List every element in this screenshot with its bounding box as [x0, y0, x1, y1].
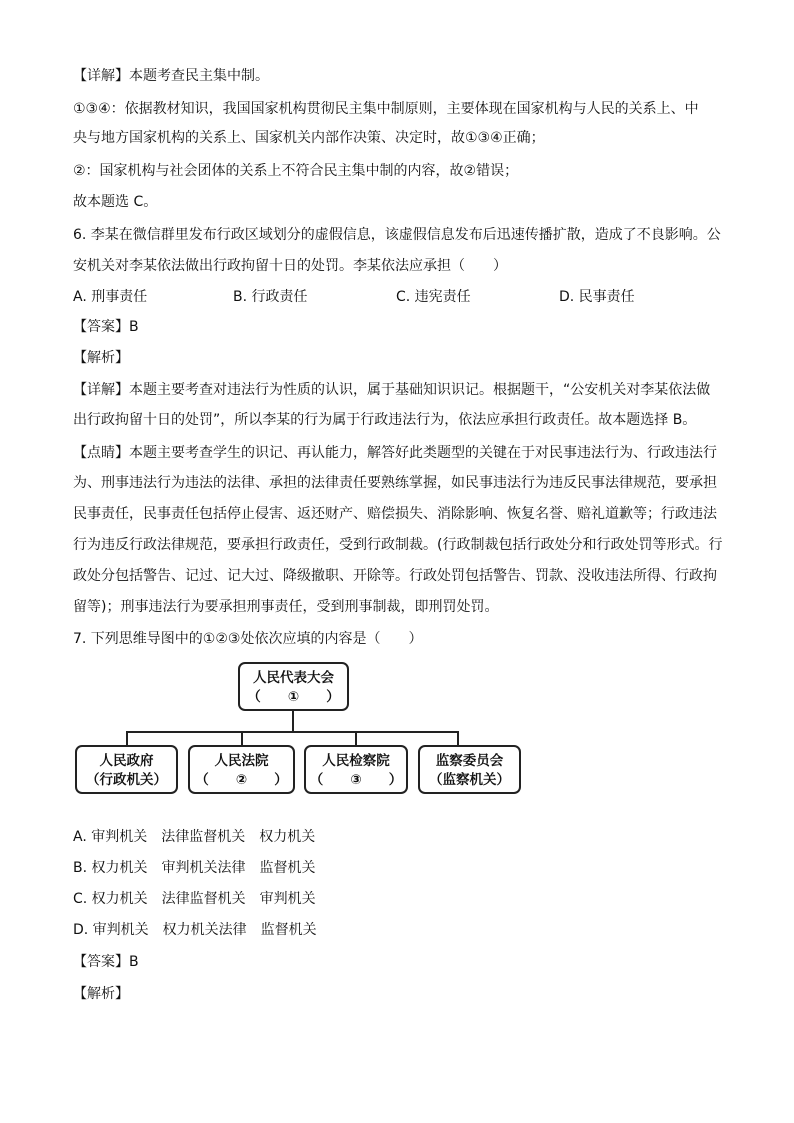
connector-branch-2	[241, 731, 243, 746]
node-name: 监察委员会	[435, 753, 504, 769]
node-sub: （ ② ）	[195, 772, 288, 788]
q6-tip-line4: 行为违反行政法律规范，要承担行政责任，受到行政制裁。(行政制裁包括行政处分和行政处罚等形式。行	[73, 537, 723, 553]
node-peoples-government	[75, 745, 178, 794]
q6-options	[73, 287, 733, 307]
q7-answer: 【答案】B	[73, 954, 139, 970]
node-sub: （ ① ）	[247, 689, 340, 705]
q6-tip-line5: 政处分包括警告、记过、记大过、降级撤职、开除等。行政处罚包括警告、罚款、没收违法所得、行政拘	[73, 568, 717, 584]
q5-para2: ②：国家机构与社会团体的关系上不符合民主集中制的内容，故②错误；	[73, 163, 519, 179]
connector-branch-1	[126, 731, 128, 746]
node-name: 人民政府	[99, 753, 154, 769]
q7-option-b: B. 权力机关 审判机关法律 监督机关	[73, 860, 316, 876]
q6-option-b: B. 行政责任	[233, 289, 308, 305]
node-peoples-court	[188, 745, 295, 794]
q7-analysis-label: 【解析】	[73, 986, 129, 1002]
q5-detail: 【详解】本题考查民主集中制。	[73, 68, 269, 84]
q6-tip-line1: 【点睛】本题主要考查学生的识记、再认能力，解答好此类题型的关键在于对民事违法行为、行政违法行	[73, 445, 717, 461]
connector-branch-4	[457, 731, 459, 746]
q5-para1-line2: 央与地方国家机构的关系上、国家机关内部作决策、决定时，故①③④正确；	[73, 130, 545, 146]
q6-option-c: C. 违宪责任	[396, 289, 471, 305]
connector-horizontal	[126, 731, 459, 733]
q6-detail-line2: 出行政拘留十日的处罚”，所以李某的行为属于行政违法行为，依法应承担行政责任。故本题选择 B。	[73, 412, 697, 428]
node-sub: （行政机关）	[86, 772, 167, 788]
q6-detail-line1: 【详解】本题主要考查对违法行为性质的认识，属于基础知识识记。根据题干，“公安机关对李某依法做	[73, 382, 711, 398]
node-peoples-congress	[238, 662, 349, 711]
q6-stem-line1: 6. 李某在微信群里发布行政区域划分的虚假信息，该虚假信息发布后迅速传播扩散，造成了不良影响。公	[73, 227, 721, 243]
node-name: 人民检察院	[322, 753, 390, 769]
q6-analysis-label: 【解析】	[73, 350, 129, 366]
q5-conclusion: 故本题选 C。	[73, 194, 158, 210]
q5-para1-line1: ①③④：依据教材知识，我国国家机构贯彻民主集中制原则，主要体现在国家机构与人民的关系上、中	[73, 101, 699, 117]
q6-tip-line3: 民事责任，民事责任包括停止侵害、返还财产、赔偿损失、消除影响、恢复名誉、赔礼道歉等；行政违法	[73, 506, 717, 522]
q7-stem: 7. 下列思维导图中的①②③处依次应填的内容是（ ）	[73, 631, 423, 647]
node-sub: （ ③ ）	[309, 772, 403, 788]
connector-branch-3	[355, 731, 357, 746]
node-name: 人民代表大会	[253, 670, 334, 686]
node-name: 人民法院	[214, 753, 269, 769]
q6-answer: 【答案】B	[73, 319, 139, 335]
q6-option-d: D. 民事责任	[559, 289, 635, 305]
q6-tip-line2: 为、刑事违法行为违法的法律、承担的法律责任要熟练掌握，如民事违法行为违反民事法律规范，要承担	[73, 475, 717, 491]
connector-trunk	[292, 711, 294, 732]
q7-option-d: D. 审判机关 权力机关法律 监督机关	[73, 922, 317, 938]
node-peoples-procuratorate	[304, 745, 408, 794]
q7-option-a: A. 审判机关 法律监督机关 权力机关	[73, 829, 316, 845]
node-supervisory-commission	[418, 745, 521, 794]
q6-tip-line6: 留等)；刑事违法行为要承担刑事责任，受到刑事制裁，即刑罚处罚。	[73, 599, 499, 615]
q7-option-c: C. 权力机关 法律监督机关 审判机关	[73, 891, 316, 907]
q6-stem-line2: 安机关对李某依法做出行政拘留十日的处罚。李某依法应承担（ ）	[73, 258, 507, 274]
node-sub: （监察机关）	[429, 772, 510, 788]
q6-option-a: A. 刑事责任	[73, 289, 148, 305]
